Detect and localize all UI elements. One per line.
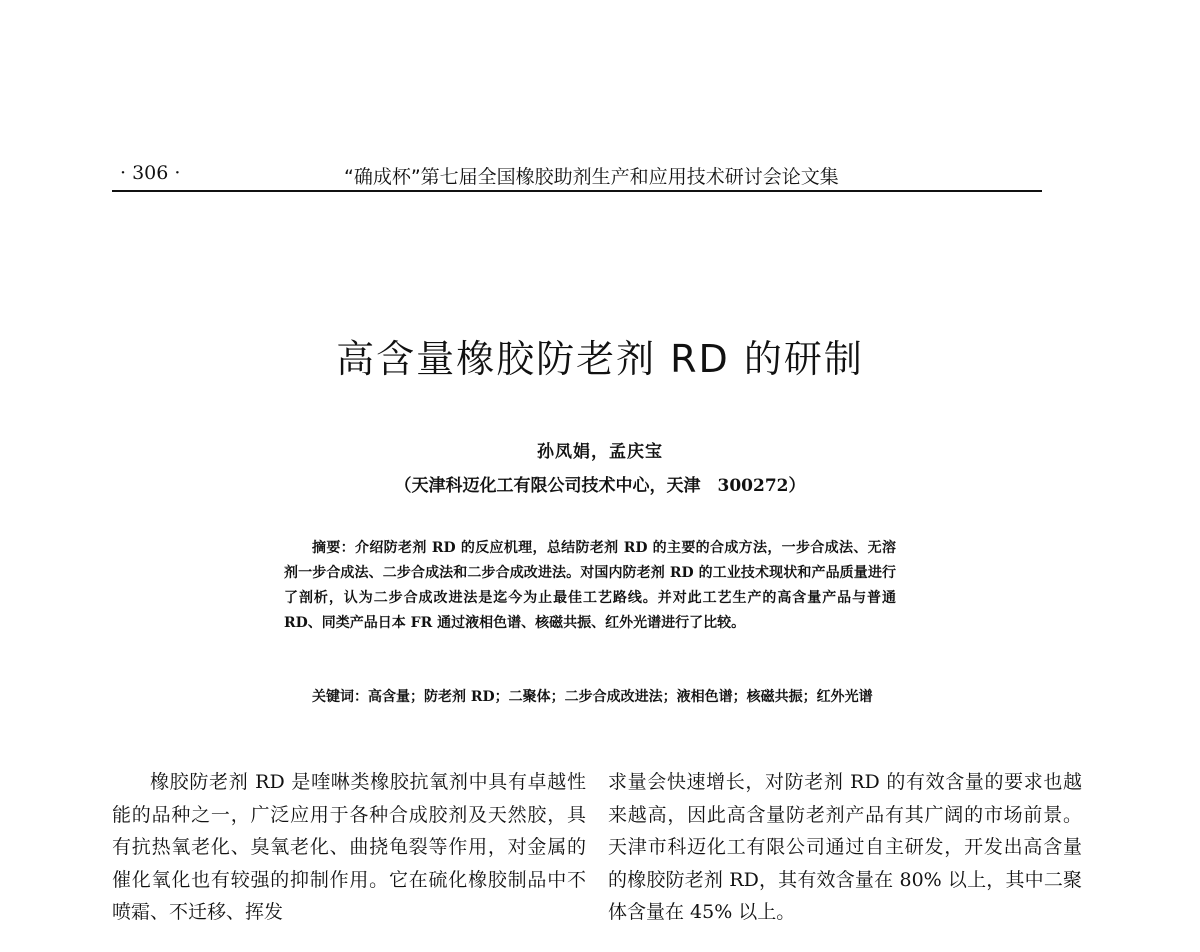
body-right-column: 求量会快速增长，对防老剂 RD 的有效含量的要求也越来越高，因此高含量防老剂产品有其广阔的市场前景。天津市科迈化工有限公司通过自主研发，开发出高含量的橡胶防老剂 RD，其有效含量在 80% 以上，其中二聚体含量在 45% 以上。 bbox=[608, 771, 1082, 923]
authors: 孙凤娟，孟庆宝 bbox=[537, 442, 663, 462]
journal-title: “确成杯”第七届全国橡胶助剂生产和应用技术研讨会论文集 bbox=[344, 166, 839, 188]
paper-title: 高含量橡胶防老剂 RD 的研制 bbox=[336, 337, 864, 381]
page-number: · 306 · bbox=[120, 162, 181, 184]
keywords: 关键词：高含量；防老剂 RD；二聚体；二步合成改进法；液相色谱；核磁共振；红外光谱 bbox=[312, 689, 873, 705]
body-left-column: 橡胶防老剂 RD 是喹啉类橡胶抗氧剂中具有卓越性能的品种之一，广泛应用于各种合成胶剂及天然胶，具有抗热氧老化、臭氧老化、曲挠龟裂等作用，对金属的催化氧化也有较强的抑制作用。它在硫化橡胶制品中不喷霜、不迁移、挥发 bbox=[112, 771, 586, 923]
affiliation: （天津科迈化工有限公司技术中心，天津 300272） bbox=[394, 476, 806, 496]
abstract: 摘要：介绍防老剂 RD 的反应机理，总结防老剂 RD 的主要的合成方法，一步合成法、无溶剂一步合成法、二步合成法和二步合成改进法。对国内防老剂 RD 的工业技术现状和产品质量进行了剖析，认为二步合成改进法是迄今为止最佳工艺路线。并对此工艺生产的高含量产品与普通 RD、同类产品日本 FR 通过液相色谱、核磁共振、红外光谱进行了比较。 bbox=[284, 540, 896, 631]
running-header bbox=[112, 160, 1042, 192]
